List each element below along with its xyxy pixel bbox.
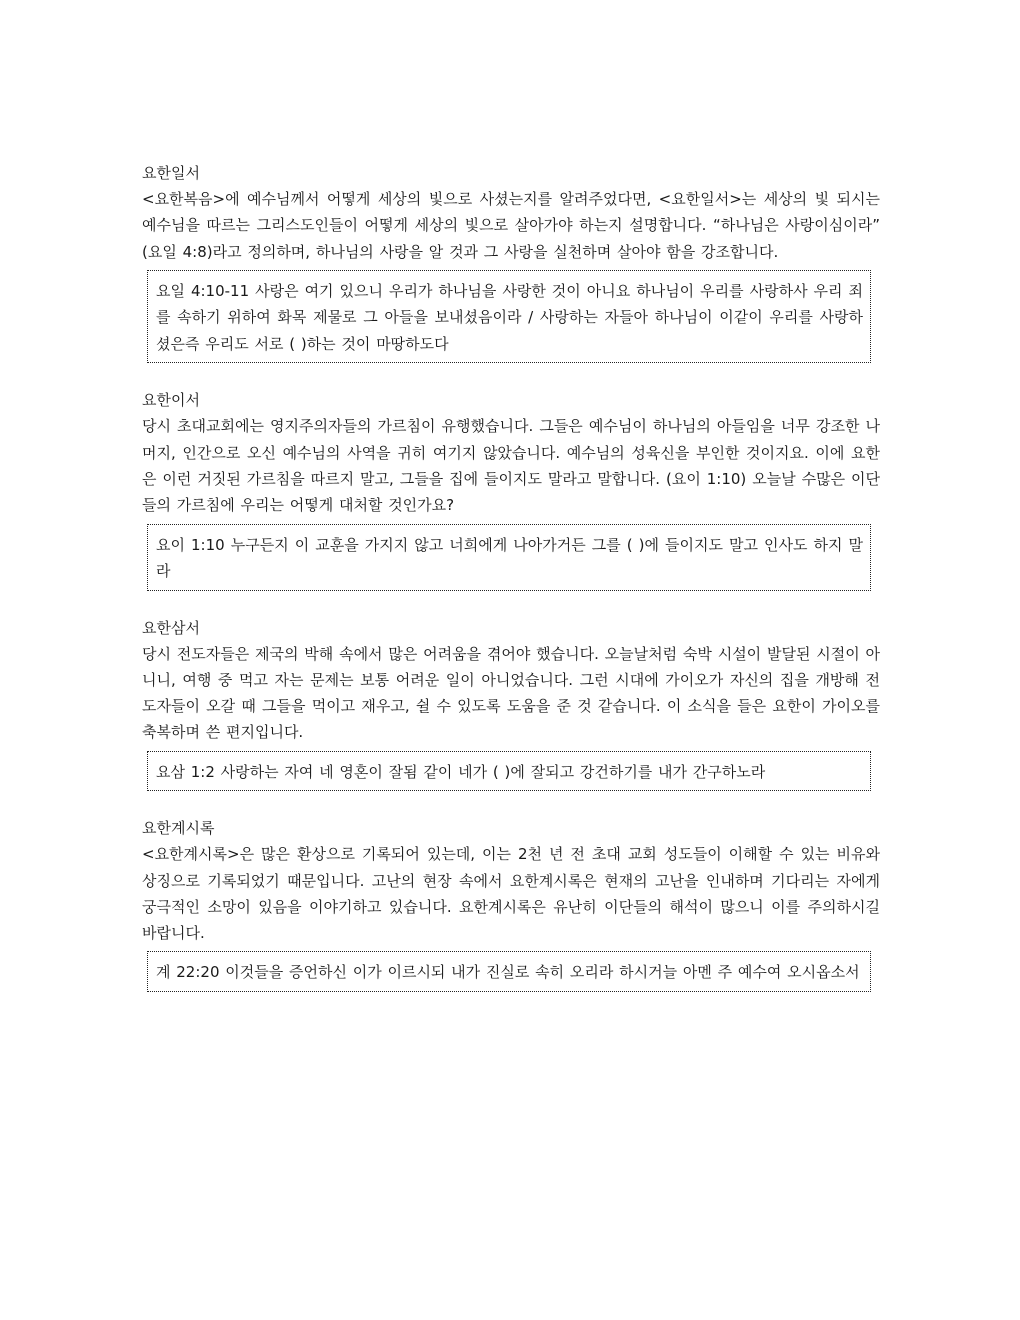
- verse-box: 계 22:20 이것들을 증언하신 이가 이르시되 내가 진실로 속히 오리라 하시거늘 아멘 주 예수여 오시옵소서: [147, 951, 871, 992]
- document-page: [142, 160, 880, 1016]
- verse-box: 요삼 1:2 사랑하는 자여 네 영혼이 잘됨 같이 네가 ( )에 잘되고 강건하기를 내가 간구하노라: [147, 751, 871, 792]
- section-body: <요한계시록>은 많은 환상으로 기록되어 있는데, 이는 2천 년 전 초대 교회 성도들이 이해할 수 있는 비유와 상징으로 기록되었기 때문입니다. 고난의 현장 속에서 요한계시록은 현재의 고난을 인내하며 기다리는 자에게 궁극적인 소망이 있음을 이야기하고 있습니다. 요한계시록은 유난히 이단들의 해석이 많으니 이를 주의하시길 바랍니다.: [142, 845, 880, 943]
- section-title: 요한일서: [142, 164, 200, 182]
- verse-box: 요일 4:10-11 사랑은 여기 있으니 우리가 하나님을 사랑한 것이 아니요 하나님이 우리를 사랑하사 우리 죄를 속하기 위하여 화목 제물로 그 아들을 보내셨음이라 / 사랑하는 자들아 하나님이 이같이 우리를 사랑하셨은즉 우리도 서로 ( )하는 것이 마땅하도다: [147, 270, 871, 364]
- section-3john: [142, 615, 880, 792]
- section-revelation: [142, 815, 880, 992]
- verse-box: 요이 1:10 누구든지 이 교훈을 가지지 않고 너희에게 나아가거든 그를 ( )에 들이지도 말고 인사도 하지 말라: [147, 524, 871, 591]
- section-2john: [142, 387, 880, 590]
- section-title: 요한삼서: [142, 618, 200, 637]
- section-title: 요한계시록: [142, 819, 215, 838]
- section-body: 당시 초대교회에는 영지주의자들의 가르침이 유행했습니다. 그들은 예수님이 하나님의 아들임을 너무 강조한 나머지, 인간으로 오신 예수님의 사역을 귀히 여기지 않았습니다. 예수님의 성육신을 부인한 것이지요. 이에 요한은 이런 거짓된 가르침을 따르지 말고, 그들을 집에 들이지도 말라고 말합니다. (요이 1:10) 오늘날 수많은 이단들의 가르침에 우리는 어떻게 대처할 것인가요?: [142, 417, 880, 515]
- section-1john: [142, 160, 880, 363]
- section-body: 당시 전도자들은 제국의 박해 속에서 많은 어려움을 겪어야 했습니다. 오늘날처럼 숙박 시설이 발달된 시절이 아니니, 여행 중 먹고 자는 문제는 보통 어려운 일이 아니었습니다. 그런 시대에 가이오가 자신의 집을 개방해 전도자들이 오갈 때 그들을 먹이고 재우고, 쉴 수 있도록 도움을 준 것 같습니다. 이 소식을 들은 요한이 가이오를 축복하며 쓴 편지입니다.: [142, 644, 880, 742]
- section-body: <요한복음>에 예수님께서 어떻게 세상의 빛으로 사셨는지를 알려주었다면, <요한일서>는 세상의 빛 되시는 예수님을 따르는 그리스도인들이 어떻게 세상의 빛으로 살아가야 하는지 설명합니다. “하나님은 사랑이심이라” (요일 4:8)라고 정의하며, 하나님의 사랑을 알 것과 그 사랑을 실천하며 살아야 함을 강조합니다.: [142, 190, 880, 261]
- section-title: 요한이서: [142, 391, 200, 410]
